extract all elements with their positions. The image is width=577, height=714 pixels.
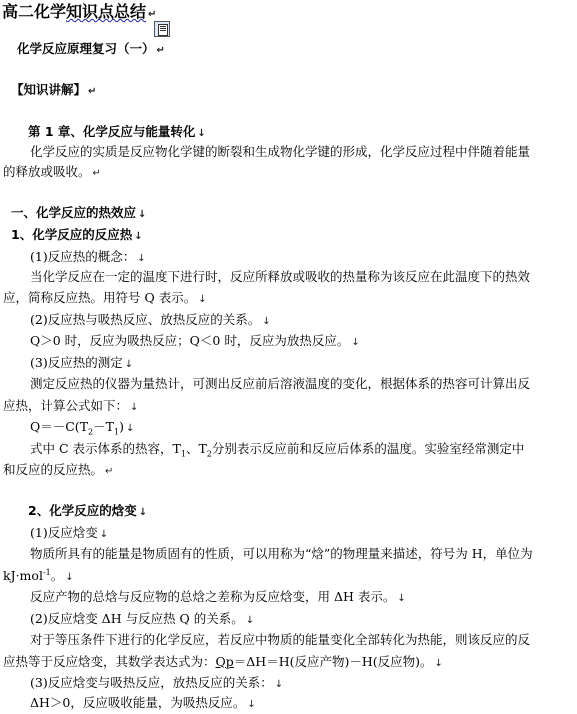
- part1-heading: 一、化学反应的热效应 ↓: [11, 205, 147, 220]
- enthalpy-item2-text: 对于等压条件下进行的化学反应，若反应中物质的能量变化全部转化为热能，则该反应的反: [30, 632, 531, 647]
- paragraph-mark: ↵: [105, 466, 114, 477]
- subtitle: 化学反应原理复习（一） ↵: [17, 41, 165, 56]
- line-break-mark: ↓: [198, 294, 207, 305]
- line-break-mark: ↓: [125, 423, 135, 434]
- formula-note-1: 式中 C 表示体系的热容，$T_1$、$T_2$分别表示反应前和反应后体系的温度。实验室经常测定中: [30, 441, 525, 459]
- line-break-mark: ↓: [351, 337, 360, 348]
- enthalpy-item1-text: 物质所具有的能量是物质固有的性质，可以用称为“焓”的物理量来描述，符号为 H，单位为: [30, 546, 533, 561]
- document-paste-icon[interactable]: [154, 21, 170, 37]
- line-break-mark: ↓: [65, 572, 74, 583]
- line-break-mark: ↓: [138, 507, 148, 518]
- enthalpy-item2-label: (2)反应焓变 ΔH 与反应热 Q 的关系。 ↓: [30, 611, 255, 626]
- item3-text-2: 应热，计算公式如下： ↓: [3, 398, 139, 413]
- intro-line-1: 化学反应的实质是反应物化学键的断裂和生成物化学键的形成，化学反应过程中伴随着能量: [30, 144, 531, 159]
- line-break-mark: ↓: [130, 402, 139, 413]
- line-break-mark: ↓: [247, 699, 256, 710]
- item3-text-1: 测定反应热的仪器为量热计，可测出反应前后溶液温度的变化，根据体系的热容可计算出反: [30, 376, 531, 391]
- line-break-mark: ↓: [274, 679, 284, 690]
- line-break-mark: ↓: [262, 316, 271, 327]
- document-title: [2, 4, 156, 20]
- paragraph-mark: ↵: [156, 45, 165, 56]
- item3-label: (3)反应热的测定 ↓: [30, 355, 134, 370]
- line-break-mark: ↓: [137, 253, 146, 264]
- paragraph-mark: ↵: [148, 9, 157, 20]
- intro-line-2: 的释放或吸收。 ↵: [3, 164, 101, 179]
- line-break-mark: ↓: [434, 658, 443, 669]
- heat-formula: $Q=-C(T_2-T_1)$ ↓: [30, 419, 135, 437]
- part2-subheading: 2、化学反应的焓变 ↓: [28, 503, 148, 518]
- part1-subheading: 1、化学反应的反应热 ↓: [11, 227, 143, 242]
- paragraph-mark: ↵: [92, 168, 101, 179]
- enthalpy-item1-label: (1)反应焓变 ↓: [30, 525, 109, 540]
- line-break-mark: ↓: [138, 209, 147, 220]
- item2-text: Q＞0 时，反应为吸热反应；Q＜0 时，反应为放热反应。 ↓: [30, 333, 360, 348]
- line-break-mark: ↓: [245, 615, 255, 626]
- item2-label: (2)反应热与吸热反应、放热反应的关系。 ↓: [30, 312, 271, 327]
- enthalpy-item2-text2: 应热等于反应焓变，其数学表达式为：Qp＝ΔH＝H(反应产物)－H(反应物)。 ↓: [3, 654, 443, 669]
- title-underlined: 知识点总结: [66, 2, 147, 21]
- section-label: 【知识讲解】 ↵: [11, 82, 97, 97]
- enthalpy-item3-label: (3)反应焓变与吸热反应，放热反应的关系： ↓: [30, 675, 284, 690]
- item1-text-1: 当化学反应在一定的温度下进行时，反应所释放或吸收的热量称为该反应在此温度下的热效: [30, 269, 531, 284]
- qp-underlined: Qp: [215, 654, 234, 669]
- item1-text-2: 应，简称反应热。用符号 Q 表示。 ↓: [3, 290, 207, 305]
- enthalpy-unit: kJ·mol$^{-1}$。 ↓: [3, 567, 74, 583]
- formula-note-2: 和反应的反应热。 ↵: [3, 462, 114, 477]
- enthalpy-item3-text: ΔH＞0，反应吸收能量，为吸热反应。 ↓: [30, 695, 256, 710]
- line-break-mark: ↓: [397, 593, 406, 604]
- title-plain: 高二化学: [2, 2, 67, 21]
- line-break-mark: ↓: [99, 529, 109, 540]
- chapter-heading: 第 1 章、化学反应与能量转化 ↓: [28, 124, 206, 139]
- line-break-mark: ↓: [134, 231, 143, 242]
- line-break-mark: ↓: [124, 359, 134, 370]
- paragraph-mark: ↵: [88, 86, 97, 97]
- item1-label: (1)反应热的概念： ↓: [30, 249, 146, 264]
- enthalpy-item1-text2: 反应产物的总焓与反应物的总焓之差称为反应焓变，用 ΔH 表示。 ↓: [30, 589, 406, 604]
- line-break-mark: ↓: [197, 128, 206, 139]
